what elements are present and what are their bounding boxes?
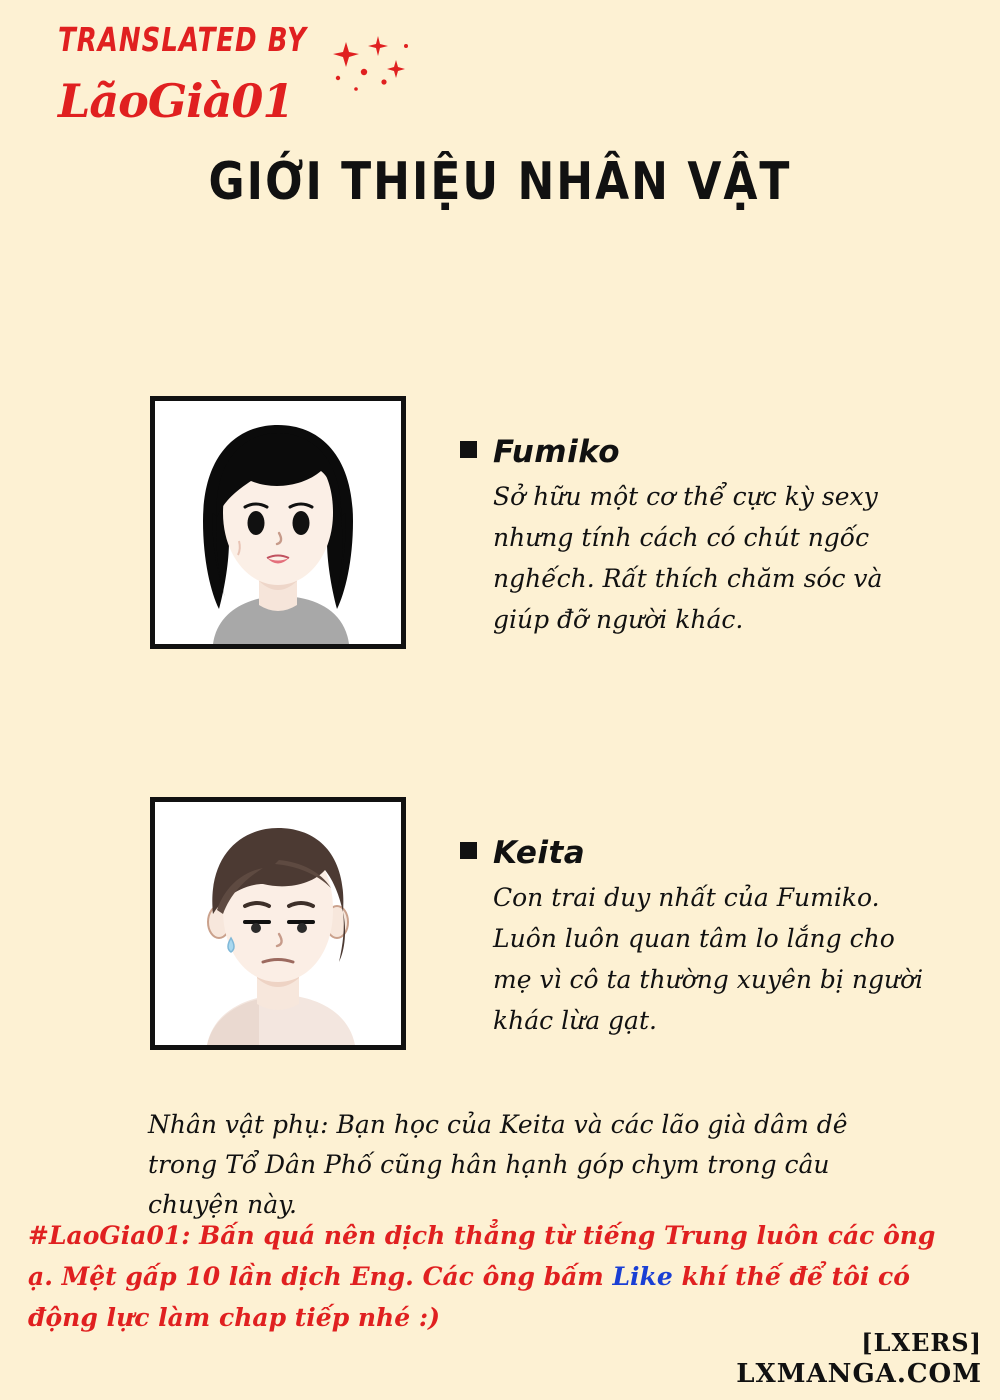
footer-site-url: LXMANGA.COM [736,1359,982,1389]
character-description: Sở hữu một cơ thể cực kỳ sexy nhưng tính cách có chút ngốc nghếch. Rất thích chăm sóc và giúp đỡ người khác. [493,482,883,634]
keita-portrait-art [155,802,401,1045]
supporting-characters-note: Nhân vật phụ: Bạn học của Keita và các lão già dâm dê trong Tổ Dân Phố cũng hân hạnh góp chym trong câu chuyện này. [148,1110,848,1219]
translator-note-part2: khí thế để tôi có động lực làm chap tiếp nhé :) [28,1262,910,1332]
character-name: Fumiko [493,434,621,470]
keita-portrait [150,797,406,1050]
bullet-square-icon [460,842,477,859]
translator-note [28,1215,968,1338]
bullet-square-icon [460,441,477,458]
keita-info [460,835,930,1041]
translator-note-part1: #LaoGia01: Bấn quá nên dịch thẳng từ tiếng Trung luôn các ông ạ. Mệt gấp 10 lần dịch Eng. Các ông bấm [28,1221,936,1291]
sparkle-icon [326,34,416,104]
footer [736,1328,982,1390]
keita-name-row [460,835,930,871]
translator-name: LãoGià01 [58,74,294,128]
fumiko-portrait-art [155,401,401,644]
translator-credit [58,22,388,152]
fumiko-portrait [150,396,406,649]
character-name: Keita [493,835,586,871]
translated-by-label: TRANSLATED BY [58,22,307,60]
fumiko-info [460,434,930,640]
page-title: GIỚI THIỆU NHÂN VẬT [208,152,792,213]
character-description: Con trai duy nhất của Fumiko. Luôn luôn quan tâm lo lắng cho mẹ vì cô ta thường xuyên bị người khác lừa gạt. [493,883,924,1035]
like-highlight: Like [612,1262,673,1291]
footer-group-tag: [LXERS] [861,1328,982,1357]
fumiko-name-row [460,434,930,470]
